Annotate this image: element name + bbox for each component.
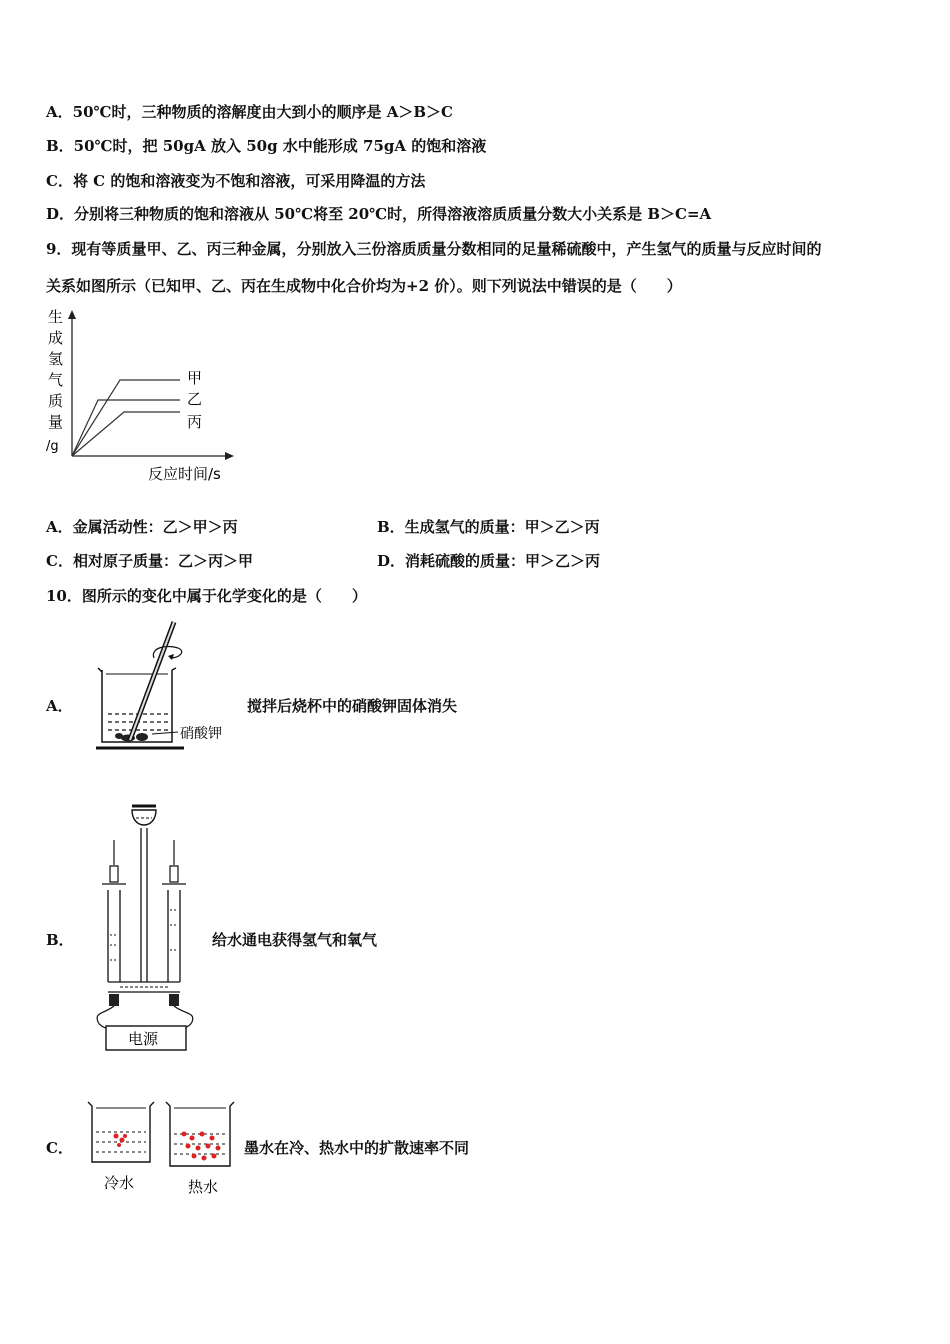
curve-jia (72, 380, 180, 456)
q10-option-a-label: A． (46, 697, 73, 715)
graph-y-arrow (68, 310, 76, 319)
q10-option-a-caption: 搅拌后烧杯中的硝酸钾固体消失 (247, 697, 458, 715)
graph-yunit: /g (46, 439, 59, 454)
graph-ylabel-char: 气 (48, 371, 64, 389)
q10-option-b-label: B． (46, 931, 74, 949)
q9-stem-line1: 9．现有等质量甲、乙、丙三种金属，分别放入三份溶质质量分数相同的足量稀硫酸中，产生氢气的质量与反应时间的 (46, 240, 822, 258)
label-bing: 丙 (187, 413, 203, 431)
graph-x-arrow (225, 452, 234, 460)
electrolysis-apparatus-figure (84, 800, 214, 1056)
curve-bing (72, 412, 180, 456)
label-power-supply: 电源 (128, 1030, 159, 1048)
ink-diffusion-figure (80, 1092, 240, 1202)
q10-option-c-label: C． (46, 1139, 73, 1157)
hydrogen-time-graph (40, 306, 250, 486)
q9-stem-line2: 关系如图所示（已知甲、乙、丙在生成物中化合价均为+2 价）。则下列说法中错误的是（ ） (46, 277, 682, 295)
graph-ylabel-char: 量 (48, 413, 64, 431)
q8-option-d: D．分别将三种物质的饱和溶液从 50℃将至 20℃时，所得溶液溶质质量分数大小关系是 B＞C=A (46, 205, 712, 223)
graph-ylabel-char: 氢 (48, 350, 64, 368)
graph-ylabel-char: 生 (48, 308, 64, 326)
q8-option-c: C．将 C 的饱和溶液变为不饱和溶液，可采用降温的方法 (46, 172, 426, 190)
label-cold-water: 冷水 (104, 1174, 135, 1192)
q8-option-a: A．50℃时，三种物质的溶解度由大到小的顺序是 A＞B＞C (46, 103, 453, 121)
beaker-stirring-figure (92, 618, 242, 753)
label-potassium-nitrate: 硝酸钾 (180, 726, 222, 742)
label-hot-water: 热水 (188, 1178, 219, 1196)
graph-ylabel-char: 成 (48, 329, 64, 347)
q10-option-b-caption: 给水通电获得氢气和氧气 (212, 931, 378, 949)
q9-option-a: A．金属活动性：乙＞甲＞丙 (46, 518, 238, 536)
q10-option-c-caption: 墨水在冷、热水中的扩散速率不同 (244, 1139, 470, 1157)
q9-option-d: D．消耗硫酸的质量：甲＞乙＞丙 (377, 552, 601, 570)
graph-xlabel: 反应时间/s (148, 465, 221, 483)
label-yi: 乙 (187, 390, 203, 408)
q9-option-c: C．相对原子质量：乙＞丙＞甲 (46, 552, 253, 570)
q10-stem: 10．图所示的变化中属于化学变化的是（ ） (46, 587, 367, 605)
q8-option-b: B．50℃时，把 50gA 放入 50g 水中能形成 75gA 的饱和溶液 (46, 137, 487, 155)
graph-ylabel-char: 质 (48, 392, 64, 410)
label-jia: 甲 (187, 369, 203, 387)
q9-option-b: B．生成氢气的质量：甲＞乙＞丙 (377, 518, 600, 536)
curve-yi (72, 400, 180, 456)
